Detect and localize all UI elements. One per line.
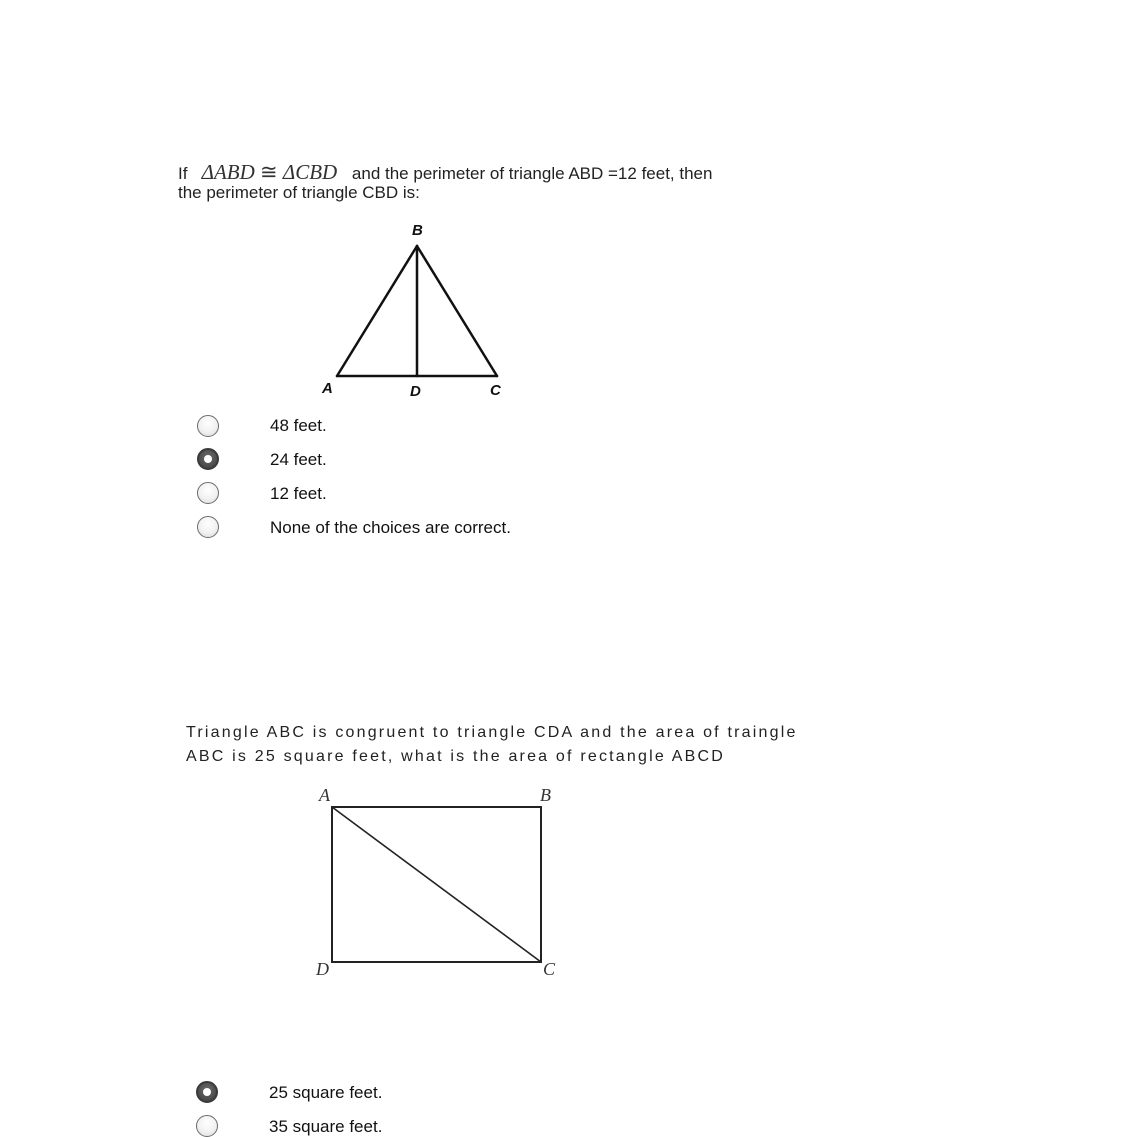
triangle-figure	[0, 0, 1125, 420]
congruence-left: ΔABD	[201, 160, 255, 184]
corner-label-a: A	[319, 785, 330, 805]
radio-48-feet[interactable]	[197, 415, 219, 437]
vertex-label-c: C	[490, 382, 501, 399]
radio-35-square-feet[interactable]	[196, 1115, 218, 1137]
radio-24-feet[interactable]	[197, 448, 219, 470]
vertex-label-a: A	[322, 380, 333, 397]
congruence-symbol: ≅	[260, 160, 278, 184]
choice-label-35-square-feet[interactable]: 35 square feet.	[269, 1117, 383, 1136]
question-1-prefix: If	[178, 164, 188, 183]
choice-label-12-feet[interactable]: 12 feet.	[270, 484, 327, 503]
choice-label-24-feet[interactable]: 24 feet.	[270, 450, 327, 469]
diagonal-ac	[332, 807, 541, 962]
side-bc	[417, 246, 497, 376]
vertex-label-b: B	[412, 222, 423, 239]
question-1-line-1-rest: and the perimeter of triangle ABD =12 feet, then	[351, 164, 713, 183]
radio-none-correct[interactable]	[197, 516, 219, 538]
congruence-right: ΔCBD	[282, 160, 338, 184]
corner-label-b: B	[540, 785, 551, 805]
corner-label-c: C	[543, 959, 556, 979]
corner-label-d: D	[316, 959, 329, 979]
question-1-text-line-2: the perimeter of triangle CBD is:	[178, 183, 420, 202]
radio-12-feet[interactable]	[197, 482, 219, 504]
side-ab	[337, 246, 417, 376]
rectangle-figure	[0, 780, 1125, 1000]
radio-25-square-feet[interactable]	[196, 1081, 218, 1103]
question-2-text-line-1: Triangle ABC is congruent to triangle CDA and the area of traingle	[186, 724, 798, 741]
choice-label-none-correct[interactable]: None of the choices are correct.	[270, 518, 511, 537]
choice-label-25-square-feet[interactable]: 25 square feet.	[269, 1083, 383, 1102]
question-2-text-line-2: ABC is 25 square feet, what is the area of rectangle ABCD	[186, 748, 725, 765]
vertex-label-d: D	[410, 383, 421, 400]
choice-label-48-feet[interactable]: 48 feet.	[270, 416, 327, 435]
